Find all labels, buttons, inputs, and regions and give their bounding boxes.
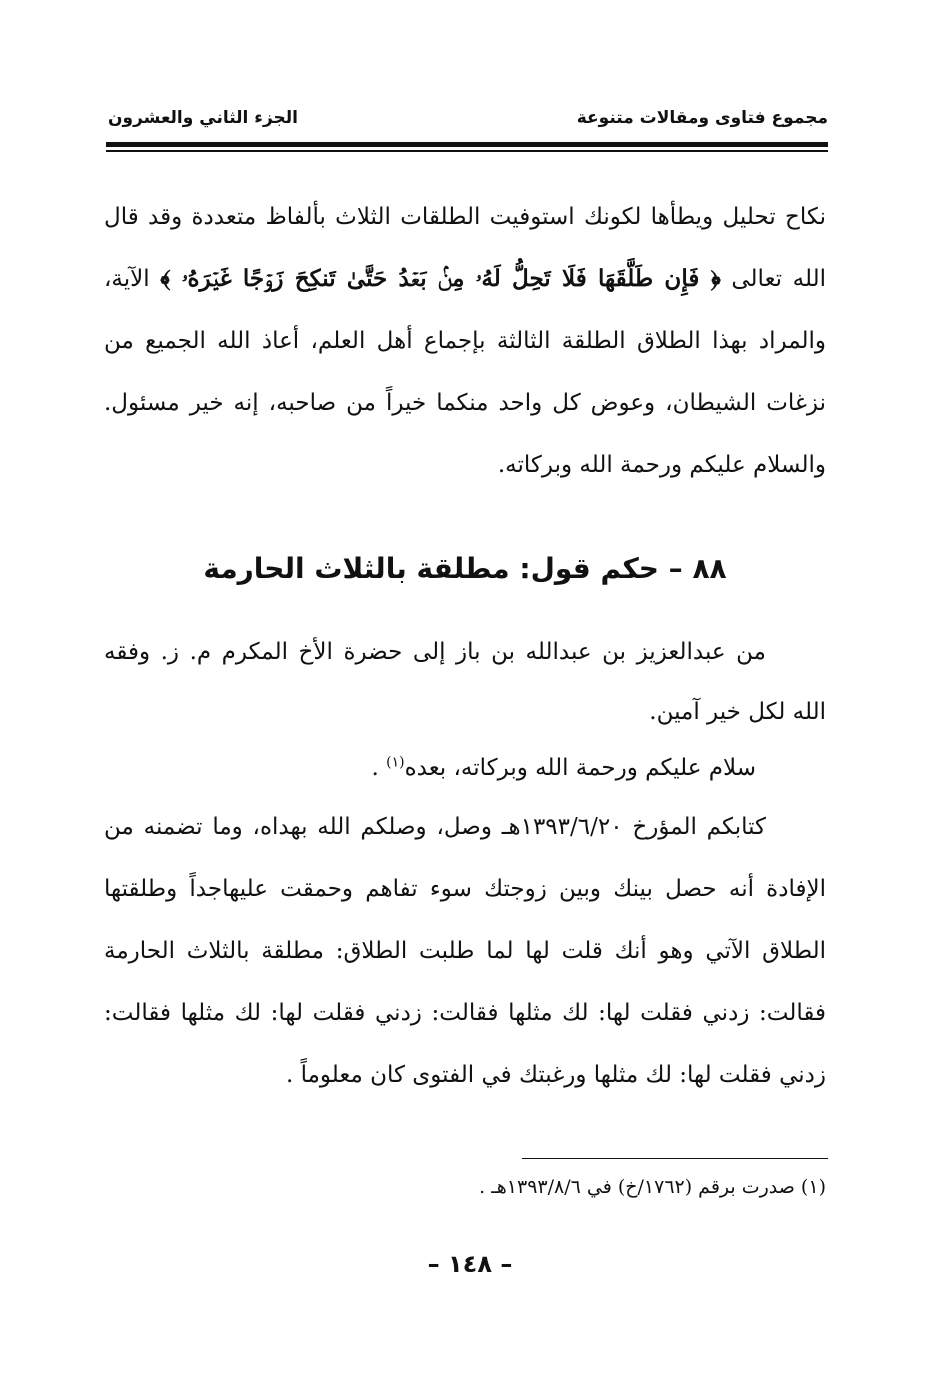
page-number: – ١٤٨ – [427,1250,513,1278]
header-rule-thin [106,150,828,152]
book-title: مجموع فتاوى ومقالات متنوعة [576,108,828,128]
footnote: (١) صدرت برقم (١٧٦٢/خ) في ١٣٩٣/٨/٦هـ . [479,1176,826,1198]
paragraph-1-text-after: الآية، والمراد بهذا الطلاق الطلقة الثالثة بإجماع أهل العلم، أعاذ الله الجميع من نزغات الشيطان، وعوض كل واحد منكما خيراً من صاحبه، إنه خير مسئول. والسلام عليكم ورحمة الله وبركاته. [104,266,826,478]
greeting-text: سلام عليكم ورحمة الله وبركاته، بعده [404,755,756,781]
page-header [108,98,828,138]
paragraph-1 [104,186,826,496]
header-rule-thick [106,142,828,147]
paragraph-4 [104,796,826,1106]
quran-verse: ﴿ فَإِن طَلَّقَهَا فَلَا تَحِلُّ لَهُۥ مِنۢ بَعۡدُ حَتَّىٰ تَنكِحَ زَوۡجًا غَيۡرَهُۥ ﴾ [160,265,721,292]
volume-label: الجزء الثاني والعشرون [108,108,299,128]
paragraph-3 [104,738,826,798]
footnote-rule [522,1158,828,1159]
paragraph-4-text: كتابكم المؤرخ ١٣٩٣/٦/٢٠هـ وصل، وصلكم الله بهداه، وما تضمنه من الإفادة أنه حصل بينك وبين زوجتك سوء تفاهم وحمقت عليهاجداً وطلقتها الطلاق الآتي وهو أنك قلت لها لما طلبت الطلاق: مطلقة بالثلاث الحارمة فقالت: زدني فقلت لها: لك مثلها فقالت: زدني فقلت لها: لك مثلها فقالت: زدني فقلت لها: لك مثلها ورغبتك في الفتوى كان معلوماً . [104,814,826,1088]
paragraph-1-text-before: نكاح تحليل ويطأها لكونك استوفيت الطلقات الثلاث بألفاظ متعددة وقد قال الله تعالى [104,204,826,292]
section-title: ٨٨ – حكم قول: مطلقة بالثلاث الحارمة [203,552,727,585]
paragraph-2 [104,622,826,742]
paragraph-2-text: من عبدالعزيز بن عبدالله بن باز إلى حضرة الأخ المكرم م. ز. وفقه الله لكل خير آمين. [104,639,826,725]
footnote-marker: (١) [386,754,405,771]
greeting-end: . [371,755,387,781]
